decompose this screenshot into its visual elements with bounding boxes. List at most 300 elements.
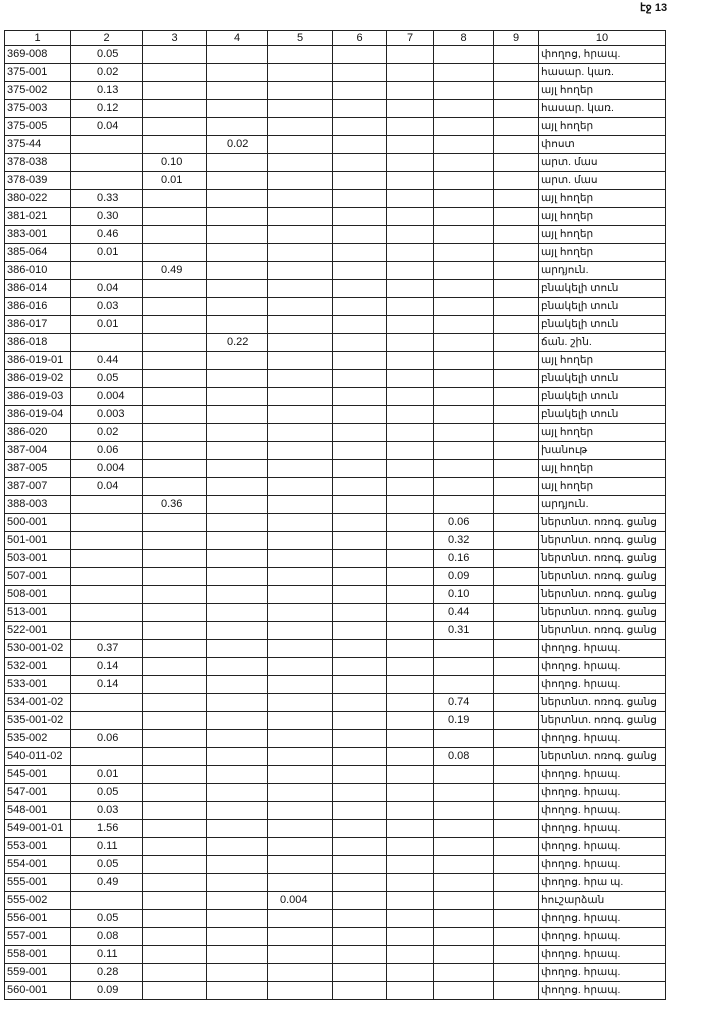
cell-col-3 [143,244,207,262]
cell-col-8 [434,334,494,352]
cell-col-4 [207,820,268,838]
cell-col-7 [387,532,434,550]
cell-col-8 [434,370,494,388]
cell-col-9 [494,46,539,64]
cell-col-7 [387,316,434,334]
cell-col-8 [434,424,494,442]
cell-col-4 [207,874,268,892]
cell-col-1: 553-001 [5,838,71,856]
cell-col-5 [268,190,333,208]
cell-col-8: 0.32 [434,532,494,550]
cell-col-6 [333,874,387,892]
cell-col-1: 386-019-04 [5,406,71,424]
table-row [5,244,666,262]
cell-col-7 [387,748,434,766]
cell-col-6 [333,82,387,100]
table-row [5,892,666,910]
cell-col-1: 386-019-02 [5,370,71,388]
cell-col-10: փողոց. հրապ. [539,964,666,982]
cell-col-4 [207,964,268,982]
cell-col-6 [333,442,387,460]
cell-col-7 [387,982,434,1000]
cell-col-5 [268,658,333,676]
cell-col-4 [207,640,268,658]
cell-col-4 [207,478,268,496]
cell-col-1: 375-002 [5,82,71,100]
cell-col-10: ներտնտ. ոռոգ. ցանց [539,712,666,730]
cell-col-1: 386-019-01 [5,352,71,370]
column-header-4: 4 [207,31,268,46]
cell-col-3 [143,208,207,226]
cell-col-10: ներտնտ. ոռոգ. ցանց [539,532,666,550]
cell-col-9 [494,370,539,388]
cell-col-6 [333,46,387,64]
cell-col-5 [268,712,333,730]
cell-col-4 [207,154,268,172]
cell-col-4 [207,118,268,136]
cell-col-5 [268,370,333,388]
cell-col-1: 375-001 [5,64,71,82]
cell-col-8 [434,406,494,424]
cell-col-1: 540-011-02 [5,748,71,766]
cell-col-4 [207,766,268,784]
cell-col-10: արտ. մաս [539,172,666,190]
cell-col-2: 0.44 [71,352,143,370]
cell-col-3 [143,514,207,532]
cell-col-8 [434,784,494,802]
cell-col-7 [387,244,434,262]
cell-col-10: բնակելի տուն [539,280,666,298]
cell-col-7 [387,118,434,136]
cell-col-9 [494,874,539,892]
cell-col-3 [143,586,207,604]
table-row [5,622,666,640]
cell-col-8 [434,478,494,496]
cell-col-5 [268,136,333,154]
column-header-3: 3 [143,31,207,46]
cell-col-5 [268,802,333,820]
cell-col-4 [207,892,268,910]
cell-col-10: այլ հողեր [539,82,666,100]
cell-col-9 [494,172,539,190]
cell-col-8 [434,244,494,262]
cell-col-6 [333,100,387,118]
cell-col-4 [207,676,268,694]
table-row [5,46,666,64]
cell-col-2 [71,496,143,514]
cell-col-5 [268,208,333,226]
cell-col-6 [333,316,387,334]
cell-col-7 [387,676,434,694]
cell-col-4 [207,190,268,208]
cell-col-9 [494,820,539,838]
cell-col-10: ներտնտ. ոռոգ. ցանց [539,622,666,640]
cell-col-8: 0.16 [434,550,494,568]
cell-col-4 [207,496,268,514]
column-header-8: 8 [434,31,494,46]
cell-col-2: 0.14 [71,658,143,676]
cell-col-3 [143,748,207,766]
cell-col-1: 500-001 [5,514,71,532]
cell-col-2: 0.12 [71,100,143,118]
cell-col-10: փողոց. հրապ. [539,838,666,856]
cell-col-7 [387,622,434,640]
table-row [5,262,666,280]
cell-col-5 [268,856,333,874]
cell-col-8 [434,874,494,892]
cell-col-4 [207,280,268,298]
table-row [5,802,666,820]
cell-col-2 [71,532,143,550]
cell-col-7 [387,730,434,748]
cell-col-1: 386-020 [5,424,71,442]
cell-col-8: 0.10 [434,586,494,604]
cell-col-8 [434,82,494,100]
cell-col-6 [333,478,387,496]
table-row [5,820,666,838]
cell-col-8 [434,442,494,460]
cell-col-6 [333,388,387,406]
cell-col-3 [143,946,207,964]
cell-col-10: ներտնտ. ոռոգ. ցանց [539,550,666,568]
cell-col-5 [268,118,333,136]
cell-col-1: 386-017 [5,316,71,334]
cell-col-10: հուշարձան [539,892,666,910]
cell-col-9 [494,604,539,622]
cell-col-1: 375-003 [5,100,71,118]
cell-col-4 [207,424,268,442]
cell-col-5 [268,622,333,640]
cell-col-10: այլ հողեր [539,226,666,244]
cell-col-8 [434,280,494,298]
cell-col-5 [268,604,333,622]
cell-col-1: 547-001 [5,784,71,802]
cell-col-7 [387,280,434,298]
cell-col-8 [434,658,494,676]
cell-col-1: 369-008 [5,46,71,64]
cell-col-5 [268,298,333,316]
cell-col-6 [333,244,387,262]
cell-col-6 [333,460,387,478]
cell-col-7 [387,352,434,370]
cell-col-5 [268,334,333,352]
table-row [5,838,666,856]
cell-col-6 [333,676,387,694]
cell-col-3 [143,766,207,784]
cell-col-2 [71,604,143,622]
cell-col-7 [387,892,434,910]
cell-col-9 [494,946,539,964]
cell-col-4 [207,586,268,604]
cell-col-10: բնակելի տուն [539,388,666,406]
cell-col-2: 0.30 [71,208,143,226]
table-row [5,640,666,658]
cell-col-9 [494,910,539,928]
cell-col-9 [494,586,539,604]
cell-col-9 [494,982,539,1000]
cell-col-9 [494,766,539,784]
cell-col-4 [207,370,268,388]
cell-col-2: 0.04 [71,280,143,298]
cell-col-10: այլ հողեր [539,118,666,136]
cell-col-3 [143,820,207,838]
cell-col-9 [494,208,539,226]
cell-col-2: 0.05 [71,856,143,874]
cell-col-2 [71,550,143,568]
column-header-7: 7 [387,31,434,46]
cell-col-9 [494,244,539,262]
cell-col-7 [387,370,434,388]
cell-col-2: 0.46 [71,226,143,244]
column-header-10: 10 [539,31,666,46]
cell-col-2 [71,892,143,910]
cell-col-9 [494,622,539,640]
cell-col-6 [333,334,387,352]
column-header-2: 2 [71,31,143,46]
cell-col-5 [268,100,333,118]
table-row [5,658,666,676]
cell-col-10: ներտնտ. ոռոգ. ցանց [539,604,666,622]
cell-col-6 [333,640,387,658]
cell-col-4 [207,532,268,550]
cell-col-9 [494,262,539,280]
table-row [5,208,666,226]
cell-col-6 [333,532,387,550]
cell-col-7 [387,298,434,316]
cell-col-2: 0.37 [71,640,143,658]
cell-col-3 [143,730,207,748]
cell-col-6 [333,154,387,172]
cell-col-2: 0.01 [71,316,143,334]
cell-col-7 [387,838,434,856]
cell-col-2 [71,622,143,640]
cell-col-9 [494,82,539,100]
cell-col-10: այլ հողեր [539,352,666,370]
cell-col-7 [387,712,434,730]
cell-col-1: 375-44 [5,136,71,154]
cell-col-3: 0.01 [143,172,207,190]
cell-col-8: 0.44 [434,604,494,622]
cell-col-9 [494,424,539,442]
cell-col-2 [71,748,143,766]
cell-col-10: ներտնտ. ոռոգ. ցանց [539,586,666,604]
cell-col-3 [143,694,207,712]
cell-col-6 [333,658,387,676]
table-row [5,442,666,460]
cell-col-4 [207,352,268,370]
cell-col-2: 0.06 [71,442,143,460]
table-row [5,874,666,892]
cell-col-6 [333,694,387,712]
cell-col-6 [333,946,387,964]
cell-col-6 [333,820,387,838]
cell-col-9 [494,838,539,856]
cell-col-7 [387,928,434,946]
cell-col-6 [333,262,387,280]
cell-col-4 [207,946,268,964]
cell-col-10: ներտնտ. ոռոգ. ցանց [539,514,666,532]
cell-col-3 [143,856,207,874]
cell-col-3 [143,982,207,1000]
cell-col-8 [434,190,494,208]
cell-col-3 [143,136,207,154]
cell-col-5 [268,280,333,298]
cell-col-1: 533-001 [5,676,71,694]
cell-col-6 [333,568,387,586]
cell-col-5 [268,928,333,946]
table-row [5,532,666,550]
cell-col-5 [268,838,333,856]
cell-col-7 [387,784,434,802]
cell-col-4 [207,316,268,334]
cell-col-5 [268,532,333,550]
cell-col-8 [434,856,494,874]
cell-col-9 [494,298,539,316]
cell-col-7 [387,64,434,82]
cell-col-9 [494,694,539,712]
table-row [5,784,666,802]
cell-col-10: այլ հողեր [539,208,666,226]
cell-col-6 [333,514,387,532]
cell-col-7 [387,226,434,244]
cell-col-8 [434,136,494,154]
cell-col-7 [387,442,434,460]
cell-col-6 [333,496,387,514]
cell-col-10: ճան. շին. [539,334,666,352]
cell-col-1: 522-001 [5,622,71,640]
cell-col-2 [71,136,143,154]
cell-col-4 [207,298,268,316]
cell-col-1: 375-005 [5,118,71,136]
cell-col-8 [434,46,494,64]
cell-col-3 [143,622,207,640]
cell-col-9 [494,730,539,748]
cell-col-6 [333,208,387,226]
cell-col-5 [268,946,333,964]
cell-col-8 [434,892,494,910]
cell-col-9 [494,550,539,568]
cell-col-8: 0.31 [434,622,494,640]
cell-col-6 [333,280,387,298]
cell-col-10: փողոց. հրապ. [539,982,666,1000]
cell-col-10: փողոց. հրապ. [539,730,666,748]
cell-col-3 [143,892,207,910]
cell-col-4 [207,856,268,874]
cell-col-5 [268,676,333,694]
cell-col-7 [387,388,434,406]
cell-col-5 [268,46,333,64]
cell-col-8: 0.06 [434,514,494,532]
cell-col-8 [434,676,494,694]
cell-col-7 [387,136,434,154]
cell-col-4 [207,910,268,928]
table-row [5,136,666,154]
cell-col-8: 0.74 [434,694,494,712]
table-row [5,226,666,244]
cell-col-9 [494,190,539,208]
cell-col-1: 386-014 [5,280,71,298]
table-row [5,64,666,82]
table-row [5,100,666,118]
cell-col-6 [333,910,387,928]
table-row [5,298,666,316]
cell-col-2 [71,334,143,352]
cell-col-7 [387,460,434,478]
cell-col-10: փողոց. հրապ. [539,640,666,658]
cell-col-1: 387-007 [5,478,71,496]
cell-col-2: 0.11 [71,946,143,964]
cell-col-5 [268,694,333,712]
cell-col-4 [207,730,268,748]
cell-col-10: փողոց. հրապ. [539,802,666,820]
cell-col-1: 530-001-02 [5,640,71,658]
cell-col-9 [494,136,539,154]
cell-col-6 [333,784,387,802]
cell-col-9 [494,352,539,370]
cell-col-1: 385-064 [5,244,71,262]
cell-col-10: այլ հողեր [539,424,666,442]
cell-col-4 [207,928,268,946]
cell-col-7 [387,856,434,874]
table-row [5,856,666,874]
cell-col-3 [143,604,207,622]
cell-col-9 [494,802,539,820]
cell-col-8 [434,352,494,370]
cell-col-6 [333,604,387,622]
cell-col-1: 513-001 [5,604,71,622]
cell-col-9 [494,784,539,802]
cell-col-6 [333,136,387,154]
cell-col-6 [333,802,387,820]
cell-col-10: արդյուն. [539,262,666,280]
cell-col-8 [434,964,494,982]
cell-col-6 [333,964,387,982]
cell-col-9 [494,406,539,424]
table-body [5,46,666,1000]
cell-col-4 [207,226,268,244]
cell-col-1: 501-001 [5,532,71,550]
table-row [5,424,666,442]
cell-col-10: փողոց. հրապ. [539,910,666,928]
cell-col-7 [387,208,434,226]
cell-col-9 [494,640,539,658]
cell-col-4 [207,784,268,802]
cell-col-9 [494,712,539,730]
cell-col-5 [268,748,333,766]
cell-col-2 [71,154,143,172]
cell-col-10: փողոց. հրապ. [539,928,666,946]
cell-col-8 [434,820,494,838]
cell-col-4 [207,64,268,82]
cell-col-4 [207,694,268,712]
cell-col-6 [333,118,387,136]
cell-col-5 [268,352,333,370]
cell-col-1: 555-002 [5,892,71,910]
cell-col-4 [207,262,268,280]
cell-col-2: 0.01 [71,244,143,262]
cell-col-10: այլ հողեր [539,478,666,496]
cell-col-9 [494,460,539,478]
cell-col-1: 535-001-02 [5,712,71,730]
cell-col-9 [494,892,539,910]
cell-col-3 [143,82,207,100]
cell-col-8 [434,64,494,82]
table-row [5,316,666,334]
cell-col-9 [494,658,539,676]
cell-col-5 [268,424,333,442]
cell-col-3 [143,910,207,928]
cell-col-4 [207,802,268,820]
